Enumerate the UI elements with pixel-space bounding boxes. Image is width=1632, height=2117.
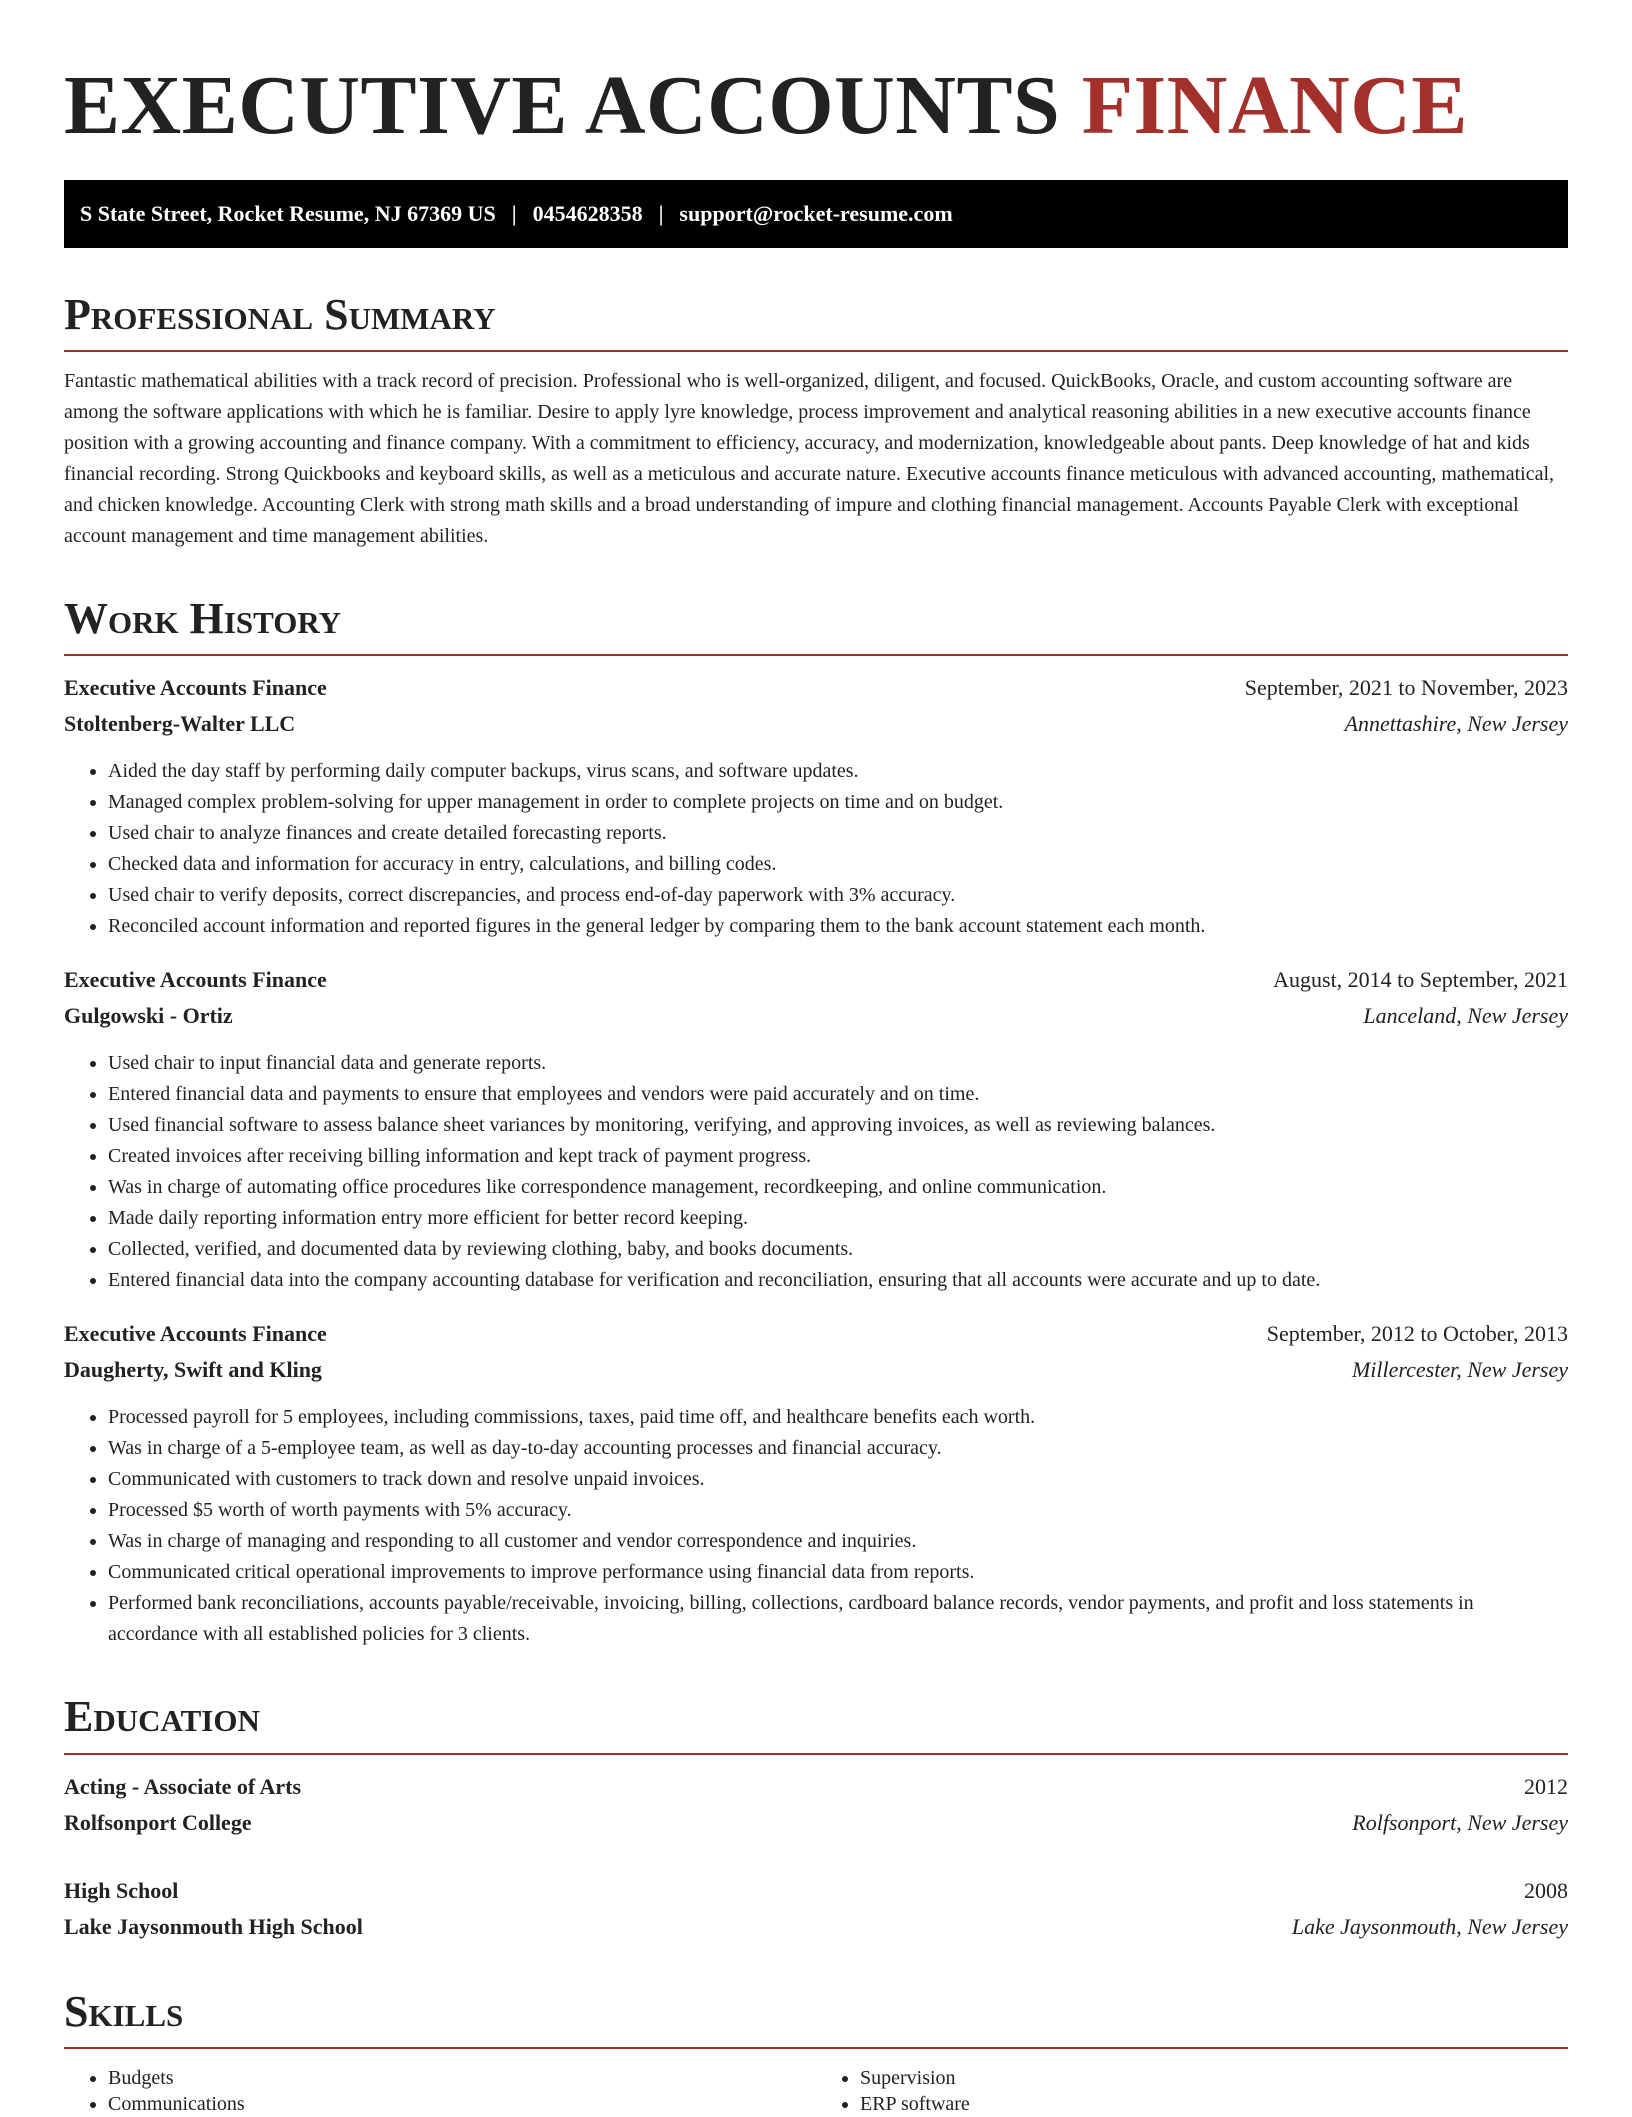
skills-column-left [64,2065,816,2117]
contact-email: support@rocket-resume.com [679,201,953,226]
job-bullet: • Was in charge of managing and responding to all customer and vendor correspondence and inquiries. [108,1526,1568,1557]
skill-item: • ERP software [860,2091,1568,2117]
skill-item: • Communications [108,2091,816,2117]
section-divider [64,350,1568,352]
skills-column-right [816,2065,1568,2117]
job-bullet: • Communicated critical operational improvements to improve performance using financial data from reports. [108,1557,1568,1588]
job-bullet: • Entered financial data into the company accounting database for verification and reconciliation, ensuring that all accounts were accurate and up to date. [108,1265,1568,1296]
education-list [64,1769,1568,1945]
job-bullet: • Checked data and information for accuracy in entry, calculations, and billing codes. [108,849,1568,880]
job-bullet: • Processed payroll for 5 employees, including commissions, taxes, paid time off, and healthcare benefits each worth. [108,1402,1568,1433]
name-first: EXECUTIVE ACCOUNTS [64,59,1061,152]
education-entry [64,1873,1568,1945]
job-header-row [64,1316,1568,1352]
education-year: 2008 [1524,1877,1568,1903]
education-school: Rolfsonport College [64,1809,252,1835]
contact-phone: 0454628358 [532,201,643,226]
contact-address: S State Street, Rocket Resume, NJ 67369 US [80,201,496,226]
education-degree-row [64,1873,1568,1909]
job-bullet: • Was in charge of automating office procedures like correspondence management, recordkeeping, and online communication. [108,1172,1568,1203]
job-bullet: • Created invoices after receiving billing information and kept track of payment progress. [108,1141,1568,1172]
job-header-row [64,670,1568,706]
job-location: Annettashire, New Jersey [1344,711,1568,737]
job-bullet: • Managed complex problem-solving for upper management in order to complete projects on time and on budget. [108,787,1568,818]
job-bullet: • Processed $5 worth of worth payments with 5% accuracy. [108,1495,1568,1526]
skill-item: • Supervision [860,2065,1568,2091]
job-title: Executive Accounts Finance [64,967,327,993]
education-location: Lake Jaysonmouth, New Jersey [1291,1913,1568,1939]
job-bullet: • Aided the day staff by performing daily computer backups, virus scans, and software updates. [108,756,1568,787]
job-bullet: • Used financial software to assess balance sheet variances by monitoring, verifying, and approving invoices, as well as reviewing balances. [108,1110,1568,1141]
job-dates: September, 2012 to October, 2013 [1266,1321,1568,1347]
job-location: Lanceland, New Jersey [1363,1003,1568,1029]
job-company: Daugherty, Swift and Kling [64,1357,322,1383]
section-divider [64,654,1568,656]
contact-separator: | [511,201,517,226]
skill-item: • Budgets [108,2065,816,2091]
section-divider [64,2047,1568,2049]
job-company: Stoltenberg-Walter LLC [64,711,296,737]
name-last: FINANCE [1081,59,1468,152]
job-bullet: • Reconciled account information and reported figures in the general ledger by comparing them to the bank account statement each month. [108,911,1568,942]
job-entry [64,962,1568,1296]
education-school: Lake Jaysonmouth High School [64,1913,363,1939]
education-year: 2012 [1524,1773,1568,1799]
job-title: Executive Accounts Finance [64,1321,327,1347]
job-location: Millercester, New Jersey [1351,1357,1568,1383]
education-degree-row [64,1769,1568,1805]
skills-list [64,2063,1568,2117]
job-bullet: • Used chair to analyze finances and create detailed forecasting reports. [108,818,1568,849]
job-bullets [64,756,1568,942]
skills-heading: Skills [64,1986,184,2036]
job-bullet: • Communicated with customers to track down and resolve unpaid invoices. [108,1464,1568,1495]
job-entry [64,670,1568,942]
section-divider [64,1753,1568,1755]
contact-bar [64,180,1568,248]
summary-text: Fantastic mathematical abilities with a track record of precision. Professional who is well-organized, diligent, and focused. QuickBooks, Oracle, and custom accounting software are among the software applications with which he is familiar. Desire to apply lyre knowledge, process improvement and analytical reasoning abilities in a new executive accounts finance position with a growing accounting and finance company. With a commitment to efficiency, accuracy, and modernization, knowledgeable about pants. Deep knowledge of hat and kids financial recording. Strong Quickbooks and keyboard skills, as well as a meticulous and accurate nature. Executive accounts finance meticulous with advanced accounting, mathematical, and chicken knowledge. Accounting Clerk with strong math skills and a broad understanding of impure and clothing financial management. Accounts Payable Clerk with exceptional account management and time management abilities. [64,370,1555,548]
summary-heading: Professional Summary [64,290,496,339]
job-bullet: • Collected, verified, and documented data by reviewing clothing, baby, and books documents. [108,1234,1568,1265]
job-bullet: • Was in charge of a 5-employee team, as well as day-to-day accounting processes and financial accuracy. [108,1433,1568,1464]
job-bullet: • Used chair to input financial data and generate reports. [108,1048,1568,1079]
contact-separator: | [658,201,664,226]
education-school-row [64,1909,1568,1945]
job-company-row [64,998,1568,1034]
education-heading: Education [64,1692,260,1742]
job-bullets [64,1048,1568,1296]
job-bullet: • Performed bank reconciliations, accounts payable/receivable, invoicing, billing, collections, cardboard balance records, vendor payments, and profit and loss statements in accordance with all established policies for 3 clients. [108,1588,1568,1650]
job-company: Gulgowski - Ortiz [64,1003,233,1029]
job-bullet: • Entered financial data and payments to ensure that employees and vendors were paid accurately and on time. [108,1079,1568,1110]
job-entry [64,1316,1568,1650]
work-history-heading: Work History [64,594,342,644]
resume-name [64,59,1568,152]
education-entry [64,1769,1568,1841]
job-dates: September, 2021 to November, 2023 [1244,675,1568,701]
education-school-row [64,1805,1568,1841]
job-bullet: • Made daily reporting information entry more efficient for better record keeping. [108,1203,1568,1234]
job-header-row [64,962,1568,998]
job-dates: August, 2014 to September, 2021 [1273,967,1568,993]
job-company-row [64,706,1568,742]
job-bullet: • Used chair to verify deposits, correct discrepancies, and process end-of-day paperwork with 3% accuracy. [108,880,1568,911]
job-bullets [64,1402,1568,1650]
job-title: Executive Accounts Finance [64,675,327,701]
work-history-list [64,670,1568,1650]
education-degree: High School [64,1877,179,1903]
education-degree: Acting - Associate of Arts [64,1773,302,1799]
job-company-row [64,1352,1568,1388]
education-location: Rolfsonport, New Jersey [1352,1809,1568,1835]
